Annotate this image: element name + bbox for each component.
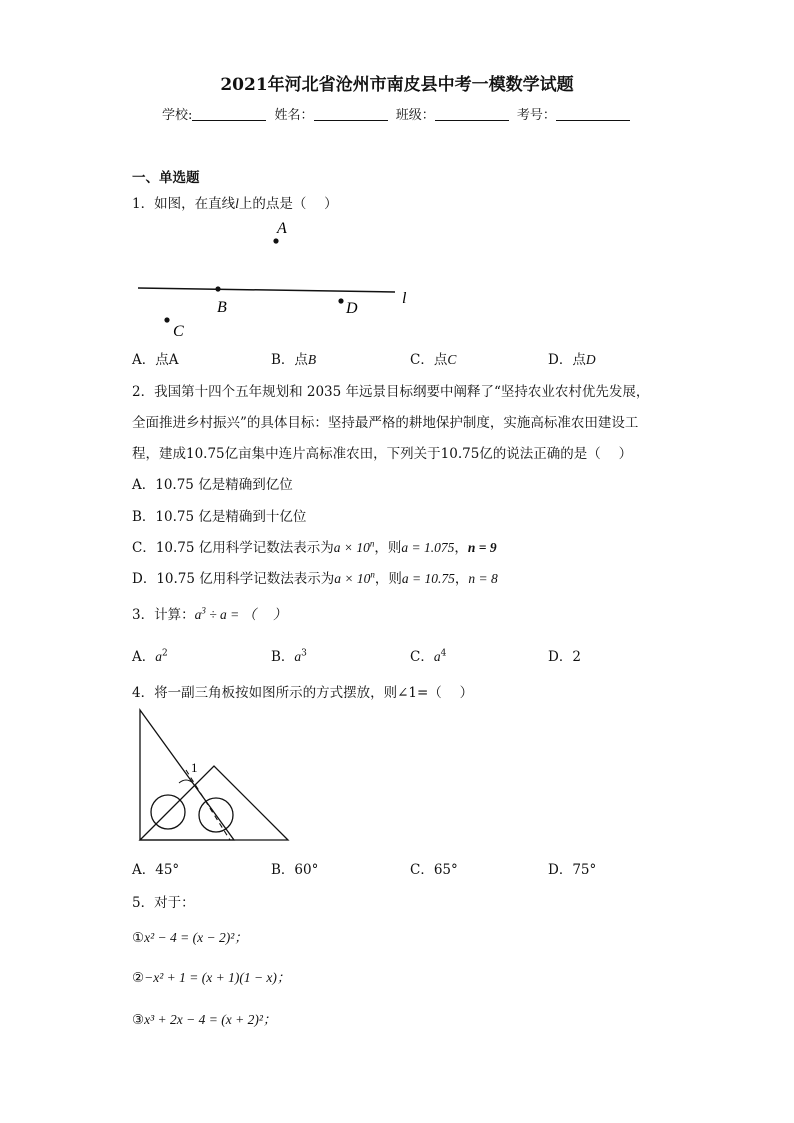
- q3-option-b[interactable]: B．$a^3$: [271, 648, 307, 665]
- q4-figure: [134, 708, 294, 848]
- label-l: l: [402, 290, 407, 307]
- q5-stem: 5．对于：: [132, 895, 195, 911]
- q4-option-b[interactable]: B．60°: [271, 862, 319, 878]
- q5-item-2: ②−x² + 1 = (x + 1)(1 − x)；: [132, 970, 291, 986]
- section-title: 一、单选题: [132, 170, 200, 186]
- q2-line-2: 全面推进乡村振兴”的具体目标：坚持最严格的耕地保护制度，实施高标准农田建设工: [132, 415, 639, 431]
- name-label: 姓名：: [274, 108, 314, 123]
- page-title: 2021年河北省沧州市南皮县中考一模数学试题: [220, 75, 574, 95]
- q3-option-a[interactable]: A．$a^2$: [132, 648, 168, 665]
- q1-figure: [130, 215, 430, 345]
- point-c: [164, 317, 169, 322]
- q2-line-1: 2．我国第十四个五年规划和 2035 年远景目标纲要中阐释了“坚持农业农村优先发展，: [132, 384, 650, 400]
- q4-option-a[interactable]: A．45°: [132, 862, 180, 878]
- q2-option-b[interactable]: B．10.75 亿是精确到十亿位: [132, 509, 307, 525]
- point-d: [338, 298, 343, 303]
- q5-item-3: ③x³ + 2x − 4 = (x + 2)²；: [132, 1012, 277, 1028]
- label-a: A: [277, 220, 287, 237]
- q1-option-a[interactable]: A．点A: [132, 352, 179, 368]
- q4-stem: 4．将一副三角板按如图所示的方式摆放，则∠1=（ ）: [132, 685, 474, 701]
- triangle-45: [140, 766, 288, 840]
- angle-1-label: 1: [191, 760, 198, 775]
- triangle-30-60: [140, 710, 234, 840]
- q2-option-c[interactable]: C．10.75 亿用科学记数法表示为$a \times 10^n$，则a = 1.075，n = 9: [132, 538, 497, 556]
- q3-option-d[interactable]: D．2: [548, 649, 581, 665]
- label-d: D: [346, 300, 358, 317]
- label-c: C: [173, 323, 184, 340]
- point-a: [273, 238, 278, 243]
- student-info-line: [162, 104, 634, 123]
- q4-option-d[interactable]: D．75°: [548, 862, 597, 878]
- point-b: [215, 286, 220, 291]
- q2-line-3: 程，建成10.75亿亩集中连片高标准农田，下列关于10.75亿的说法正确的是（ ）: [132, 446, 633, 462]
- label-b: B: [217, 299, 227, 316]
- q2-option-a[interactable]: A．10.75 亿是精确到亿位: [132, 477, 293, 493]
- q1-stem: [132, 192, 338, 212]
- q1-stem-text: 1．如图，在直线: [132, 196, 236, 212]
- line-l: [138, 288, 395, 292]
- q5-item-1: ①x² − 4 = (x − 2)²；: [132, 930, 248, 946]
- school-blank[interactable]: [192, 108, 266, 121]
- q1-stem-end: 上的点是（ ）: [238, 196, 338, 212]
- q1-option-c[interactable]: C．点C: [410, 352, 457, 368]
- name-blank[interactable]: [314, 108, 388, 121]
- q1-option-b[interactable]: B．点B: [271, 352, 317, 368]
- class-blank[interactable]: [435, 108, 509, 121]
- q2-option-d[interactable]: D．10.75 亿用科学记数法表示为$a \times 10^n$，则a = 10.75，n = 8: [132, 569, 498, 587]
- number-label: 考号：: [516, 108, 556, 123]
- q3-stem: 3．计算：$a^3 \div a$ = （ ）: [132, 605, 287, 623]
- q4-option-c[interactable]: C．65°: [410, 862, 458, 878]
- q1-option-d[interactable]: D．点D: [548, 352, 596, 368]
- class-label: 班级：: [395, 108, 435, 123]
- q1-stem-var: l: [235, 196, 239, 211]
- number-blank[interactable]: [556, 108, 630, 121]
- school-label: 学校:: [162, 108, 193, 123]
- q3-option-c[interactable]: C．$a^4$: [410, 648, 447, 665]
